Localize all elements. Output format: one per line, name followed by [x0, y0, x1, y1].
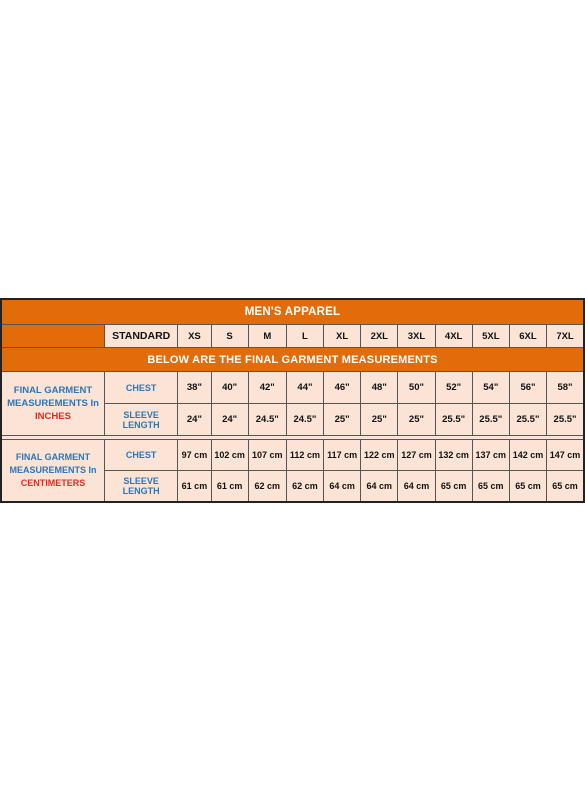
centimeters-chest-value: 132 cm	[435, 440, 472, 471]
centimeters-chest-value: 147 cm	[547, 440, 584, 471]
centimeters-chest-value: 117 cm	[324, 440, 361, 471]
inches-chest-value: 54"	[472, 372, 509, 404]
centimeters-label-line1: FINAL GARMENT	[15, 452, 91, 462]
centimeters-chest-row	[1, 440, 584, 471]
centimeters-sleeve-value: 65 cm	[547, 471, 584, 503]
centimeters-sleeve-value: 61 cm	[178, 471, 211, 503]
centimeters-sleeve-value: 65 cm	[435, 471, 472, 503]
centimeters-sleeve-value: 62 cm	[286, 471, 323, 503]
centimeters-chest-value: 137 cm	[472, 440, 509, 471]
inches-sleeve-value: 25.5"	[435, 404, 472, 436]
inches-chest-value: 42"	[248, 372, 286, 404]
inches-sleeve-value: 25.5"	[509, 404, 546, 436]
centimeters-unit-label: CENTIMETERS	[20, 478, 86, 488]
inches-chest-value: 50"	[398, 372, 435, 404]
centimeters-sleeve-label: SLEEVE LENGTH	[105, 471, 178, 503]
centimeters-sleeve-value: 65 cm	[472, 471, 509, 503]
inches-sleeve-value: 25.5"	[547, 404, 584, 436]
inches-group-label	[1, 372, 105, 436]
centimeters-chest-label: CHEST	[105, 440, 178, 471]
inches-chest-row	[1, 372, 584, 404]
size-cell: 2XL	[361, 325, 398, 348]
blank-corner	[1, 325, 105, 348]
centimeters-sleeve-value: 65 cm	[509, 471, 546, 503]
centimeters-chest-value: 97 cm	[178, 440, 211, 471]
chart-subtitle: BELOW ARE THE FINAL GARMENT MEASUREMENTS	[1, 348, 584, 372]
size-cell: 5XL	[472, 325, 509, 348]
inches-sleeve-value: 25"	[361, 404, 398, 436]
centimeters-sleeve-value: 64 cm	[324, 471, 361, 503]
size-cell: 7XL	[547, 325, 584, 348]
centimeters-chest-value: 122 cm	[361, 440, 398, 471]
size-cell: 4XL	[435, 325, 472, 348]
centimeters-chest-value: 127 cm	[398, 440, 435, 471]
inches-label-line2: MEASUREMENTS In	[7, 398, 99, 409]
inches-chest-value: 40"	[211, 372, 248, 404]
size-header-row	[1, 325, 584, 348]
inches-sleeve-value: 25"	[398, 404, 435, 436]
centimeters-sleeve-value: 64 cm	[398, 471, 435, 503]
size-cell: 6XL	[509, 325, 546, 348]
centimeters-label-line2: MEASUREMENTS In	[9, 465, 97, 475]
centimeters-chest-value: 112 cm	[286, 440, 323, 471]
centimeters-chest-value: 107 cm	[248, 440, 286, 471]
centimeters-sleeve-value: 64 cm	[361, 471, 398, 503]
inches-chest-label: CHEST	[105, 372, 178, 404]
centimeters-chest-value: 102 cm	[211, 440, 248, 471]
inches-sleeve-value: 24.5"	[286, 404, 323, 436]
size-cell: M	[248, 325, 286, 348]
inches-unit-label: INCHES	[35, 411, 71, 422]
size-cell: XS	[178, 325, 211, 348]
centimeters-group-label	[1, 440, 105, 503]
standard-label: STANDARD	[105, 325, 178, 348]
inches-sleeve-label: SLEEVE LENGTH	[105, 404, 178, 436]
inches-chest-value: 58"	[547, 372, 584, 404]
size-chart-table	[0, 298, 585, 503]
chart-title: MEN'S APPAREL	[1, 299, 584, 325]
inches-chest-value: 38"	[178, 372, 211, 404]
inches-chest-value: 44"	[286, 372, 323, 404]
size-cell: L	[286, 325, 323, 348]
inches-chest-value: 56"	[509, 372, 546, 404]
inches-sleeve-value: 24"	[178, 404, 211, 436]
centimeters-chest-value: 142 cm	[509, 440, 546, 471]
inches-sleeve-value: 24"	[211, 404, 248, 436]
size-cell: XL	[324, 325, 361, 348]
size-cell: 3XL	[398, 325, 435, 348]
inches-sleeve-value: 25.5"	[472, 404, 509, 436]
centimeters-sleeve-value: 61 cm	[211, 471, 248, 503]
inches-sleeve-value: 25"	[324, 404, 361, 436]
inches-chest-value: 52"	[435, 372, 472, 404]
inches-label-line1: FINAL GARMENT	[13, 385, 93, 396]
centimeters-sleeve-value: 62 cm	[248, 471, 286, 503]
inches-chest-value: 48"	[361, 372, 398, 404]
inches-chest-value: 46"	[324, 372, 361, 404]
inches-sleeve-value: 24.5"	[248, 404, 286, 436]
size-cell: S	[211, 325, 248, 348]
